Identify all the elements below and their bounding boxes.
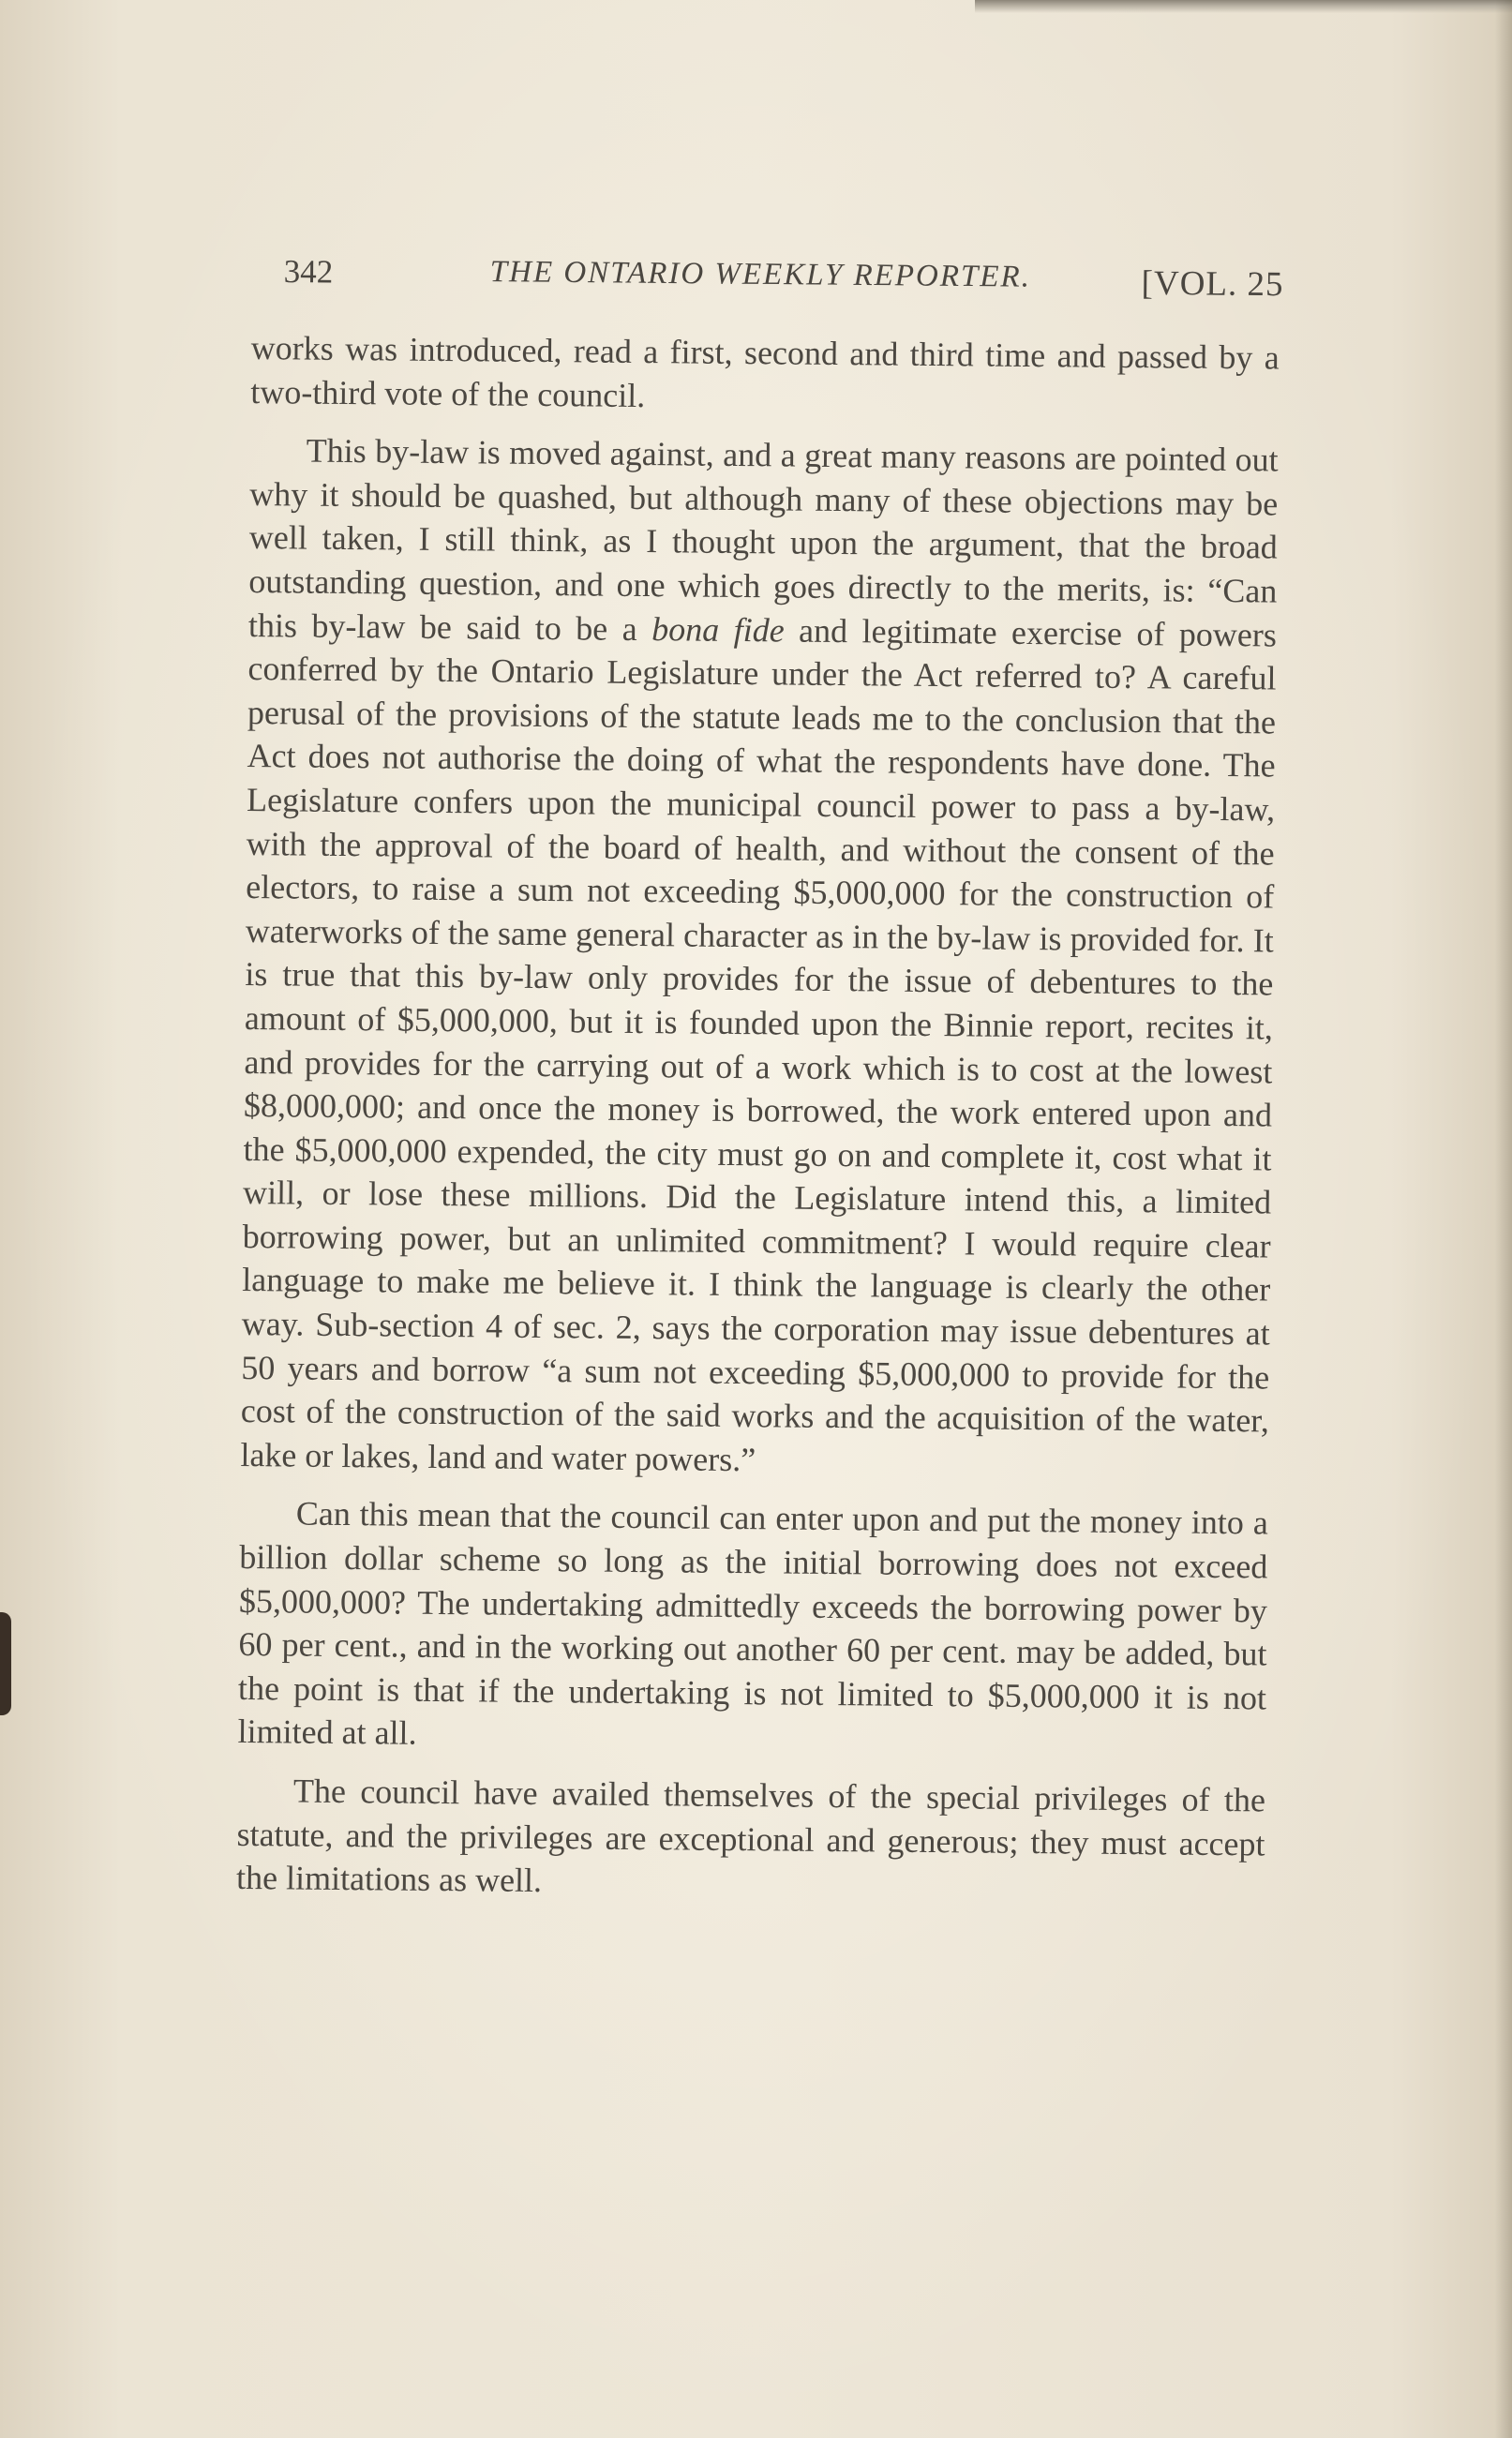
body-text [236, 326, 1280, 1909]
paragraph-4: The council have availed themselves of the special privileges of the statute, and the privileges are exceptional and generous; they must accept the limitations as well. [235, 1772, 1266, 1900]
paragraph-1: works was introduced, read a first, second and third time and passed by a two-third vote of the council. [250, 328, 1280, 414]
page-header [283, 246, 1287, 311]
running-title: THE ONTARIO WEEKLY REPORTER. [489, 255, 1032, 294]
page-right-edge-shadow [1495, 0, 1512, 2438]
paragraph-3: Can this mean that the council can enter upon and put the money into a billion dollar scheme so long as the initial borrowing does not exceed $5,000,000? The undertaking admittedly exceeds the borrowing power by 60 per cent., and in the working out another 60 per cent. may be added, but the point is that if the undertaking is not limited to $5,000,000 it is not limited at all. [237, 1494, 1268, 1753]
paragraph-2-part-a: This by-law is moved against, and a great many reasons are pointed out why it should be quashed, but although many of these objections may be well taken, I still think, as I thought upon the argument, that the broad outstanding question, and one which goes directly to the merits, is: “Can this by-law be said to be a [247, 431, 1279, 648]
paragraph-2-italic: bona fide [651, 609, 785, 650]
page-number: 342 [283, 252, 334, 291]
binding-mark [0, 1612, 11, 1715]
page-top-edge-shadow [975, 0, 1512, 13]
paragraph-2-part-b: and legitimate exercise of powers conferred by the Ontario Legislature under the Act referred to? A careful perusal of the provisions of the statute leads me to the conclusion that the Act does not authorise the doing of what the respondents have done. The Legislature confers upon the municipal council power to pass a by-law, with the approval of the board of health, and without the consent of the electors, to raise a sum not exceeding $5,000,000 for the construction of waterworks of the same general character as in the by-law is provided for. It is true that this by-law only provides for the issue of debentures to the amount of $5,000,000, but it is founded upon the Binnie report, recites it, and provides for the carrying out of a work which is to cost at the lowest $8,000,000; and once the money is borrowed, the work entered upon and the $5,000,000 expended, the city must go on and complete it, cost what it will, or lose these millions. Did the Legislature intend this, a limited borrowing power, but an unlimited commitment? I would require clear language to make me believe it. I think the language is clearly the other way. Sub-section 4 of sec. 2, says the corporation may issue debentures at 50 years and borrow “a sum not exceeding $5,000,000 to provide for the cost of the construction of the said works and the acquisition of the water, lake or lakes, land and water powers.” [240, 611, 1278, 1479]
volume-label: [VOL. 25 [1141, 263, 1284, 305]
paragraph-2 [240, 428, 1279, 1487]
